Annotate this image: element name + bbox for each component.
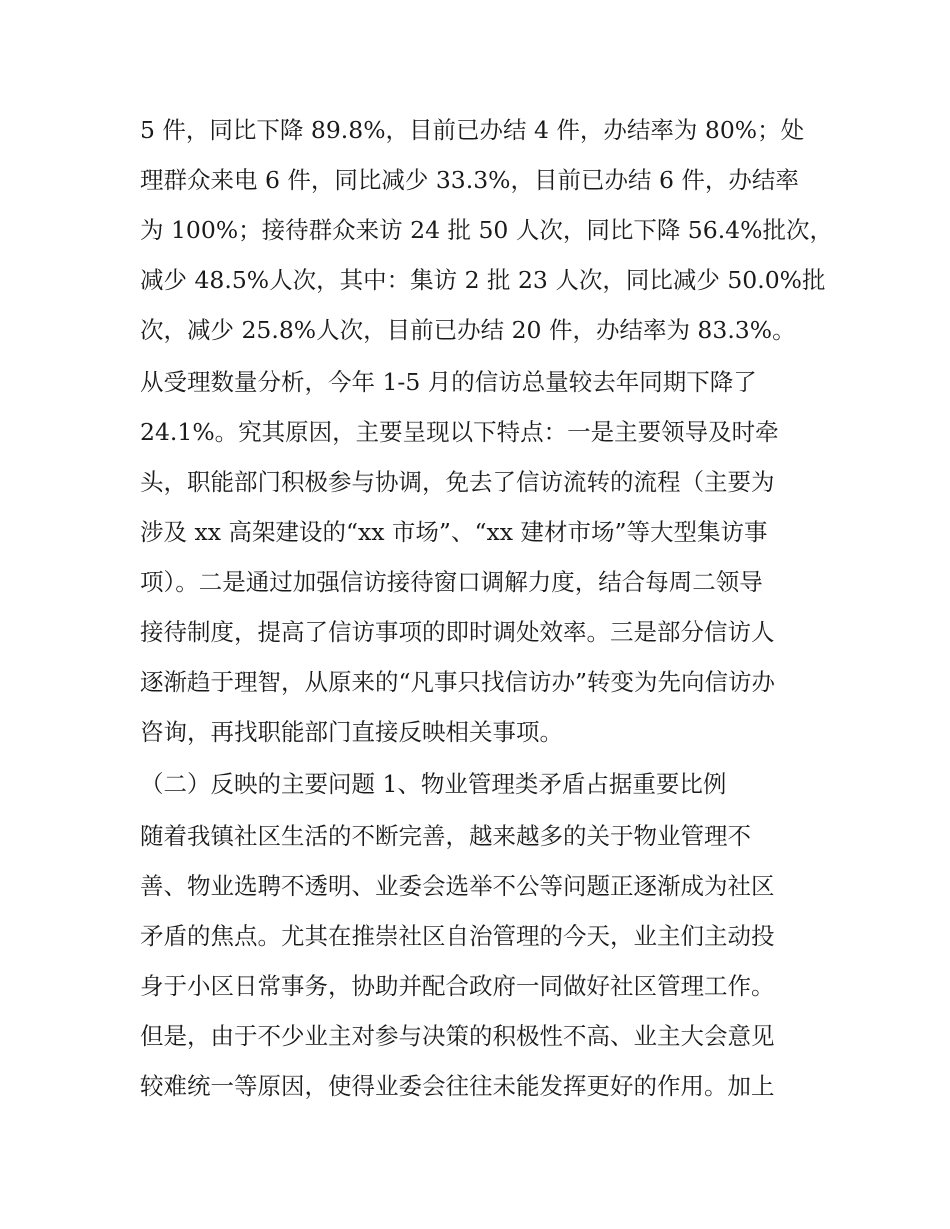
paragraph-line: 咨询，再找职能部门直接反映相关事项。 [140,718,563,746]
paragraph-line: 矛盾的焦点。尤其在推崇社区自治管理的今天，业主们主动投 [140,922,775,950]
paragraph-line: 次，减少 25.8%人次，目前已办结 20 件，办结率为 83.3%。 [140,316,796,344]
paragraph-line: 随着我镇社区生活的不断完善，越来越多的关于物业管理不 [140,822,751,850]
paragraph-line: 头，职能部门积极参与协调，免去了信访流转的流程（主要为 [140,468,775,496]
paragraph-line: 较难统一等原因，使得业委会往往未能发挥更好的作用。加上 [140,1072,775,1100]
paragraph-line: 理群众来电 6 件，同比减少 33.3%，目前已办结 6 件，办结率 [140,166,799,194]
paragraph-line: 24.1%。究其原因，主要呈现以下特点：一是主要领导及时牵 [140,418,779,446]
paragraph-line: 涉及 xx 高架建设的“xx 市场”、“xx 建材市场”等大型集访事 [140,518,768,546]
paragraph-line: 逐渐趋于理智，从原来的“凡事只找信访办”转变为先向信访办 [140,668,776,696]
paragraph-line: 身于小区日常事务，协助并配合政府一同做好社区管理工作。 [140,972,775,1000]
paragraph-line: 减少 48.5%人次，其中：集访 2 批 23 人次，同比减少 50.0%批 [140,266,826,294]
paragraph-line: 善、物业选聘不透明、业委会选举不公等问题正逐渐成为社区 [140,872,775,900]
paragraph-line: 但是，由于不少业主对参与决策的积极性不高、业主大会意见 [140,1022,775,1050]
paragraph-line: 接待制度，提高了信访事项的即时调处效率。三是部分信访人 [140,618,775,646]
paragraph-line: 5 件，同比下降 89.8%，目前已办结 4 件，办结率为 80%；处 [140,116,805,144]
section-heading: （二）反映的主要问题 1、物业管理类矛盾占据重要比例 [140,770,727,798]
paragraph-line: 项）。二是通过加强信访接待窗口调解力度，结合每周二领导 [140,568,763,596]
paragraph-line: 为 100%；接待群众来访 24 批 50 人次，同比下降 56.4%批次， [140,216,833,244]
paragraph-line: 从受理数量分析，今年 1-5 月的信访总量较去年同期下降了 [140,368,757,396]
